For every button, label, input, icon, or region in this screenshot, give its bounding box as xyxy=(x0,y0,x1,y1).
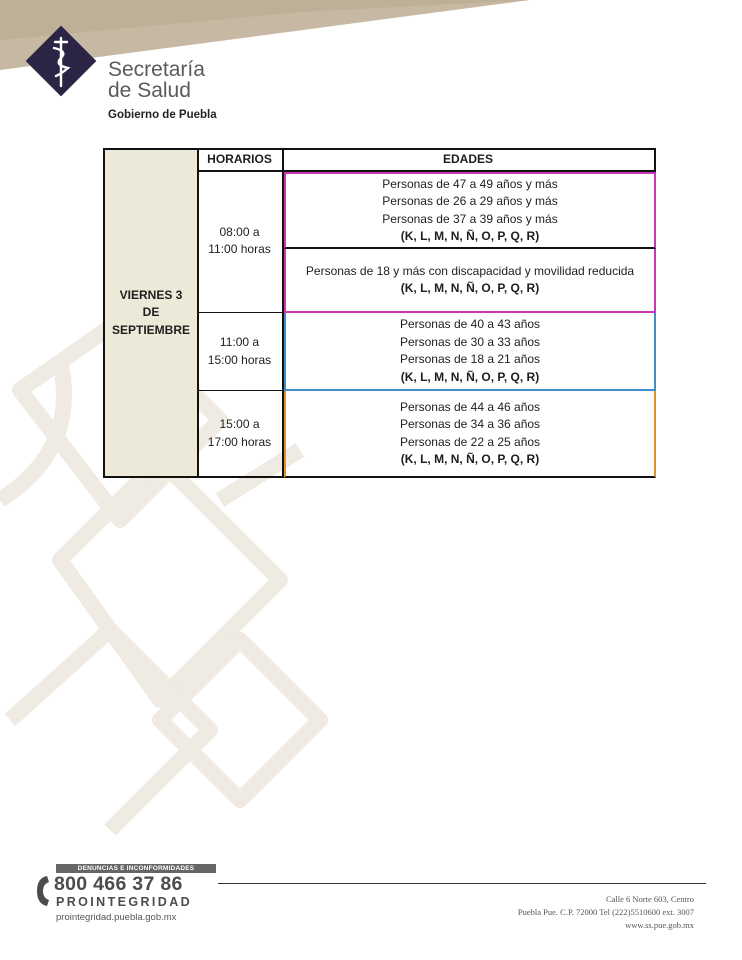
time-start: 11:00 a xyxy=(219,335,260,349)
age-line: Personas de 30 a 33 años xyxy=(399,334,541,349)
prointegridad-contact xyxy=(34,864,194,928)
org-name-line2: de Salud xyxy=(108,79,191,102)
age-line: Personas de 18 y más con discapacidad y movilidad reducida xyxy=(305,263,635,278)
time-slot-3 xyxy=(197,391,284,478)
phone-number: 800 466 37 86 xyxy=(54,873,183,895)
day-line: VIERNES 3 xyxy=(119,287,183,302)
footer-divider xyxy=(218,883,706,884)
letters-line: (K, L, M, N, Ñ, O, P, Q, R) xyxy=(400,229,540,243)
complaints-banner: DENUNCIAS E INCONFORMIDADES xyxy=(56,864,216,873)
time-end: 15:00 horas xyxy=(207,352,272,367)
time-slot-2 xyxy=(197,313,284,391)
age-line: Personas de 34 a 36 años xyxy=(399,417,541,431)
age-group-3 xyxy=(284,313,656,391)
time-end: 11:00 horas xyxy=(208,242,271,256)
org-name-line1: Secretaría xyxy=(108,58,205,81)
brand-name: PROINTEGRIDAD xyxy=(56,895,193,909)
time-slot-1 xyxy=(197,170,284,313)
time-start: 08:00 a xyxy=(219,224,260,239)
address-line: Puebla Pue. C.P. 72000 Tel (222)5510600 ext. 3007 xyxy=(517,907,694,917)
age-line: Personas de 37 a 39 años y más xyxy=(382,211,558,226)
footer-address xyxy=(394,893,694,932)
day-cell xyxy=(103,148,199,478)
age-group-1 xyxy=(284,172,656,249)
age-line: Personas de 26 a 29 años y más xyxy=(382,194,558,208)
contact-url[interactable]: prointegridad.puebla.gob.mx xyxy=(56,912,177,923)
age-line: Personas de 40 a 43 años xyxy=(399,317,541,331)
schedule-table xyxy=(103,148,656,478)
address-line: Calle 6 Norte 603, Centro xyxy=(605,894,694,904)
letters-line: (K, L, M, N, Ñ, O, P, Q, R) xyxy=(400,452,540,466)
age-group-4 xyxy=(284,391,656,478)
caduceus-icon xyxy=(18,18,104,104)
phone-icon xyxy=(34,874,52,908)
header-edades: EDADES xyxy=(282,148,656,172)
age-group-2 xyxy=(284,249,656,313)
letters-line: (K, L, M, N, Ñ, O, P, Q, R) xyxy=(400,281,540,295)
age-line: Personas de 47 a 49 años y más xyxy=(382,176,558,191)
age-line: Personas de 18 a 21 años xyxy=(399,352,541,366)
time-start: 15:00 a xyxy=(219,417,260,431)
age-line: Personas de 22 a 25 años xyxy=(399,434,541,449)
letters-line: (K, L, M, N, Ñ, O, P, Q, R) xyxy=(400,369,540,384)
address-website[interactable]: www.ss.pue.gob.mx xyxy=(625,920,694,930)
org-subtitle: Gobierno de Puebla xyxy=(108,109,217,121)
time-end: 17:00 horas xyxy=(207,434,272,449)
org-name xyxy=(108,59,308,101)
age-line: Personas de 44 a 46 años xyxy=(399,399,541,414)
day-line: DE xyxy=(142,305,160,320)
header-horarios: HORARIOS xyxy=(197,148,284,172)
day-line: SEPTIEMBRE xyxy=(111,322,190,337)
